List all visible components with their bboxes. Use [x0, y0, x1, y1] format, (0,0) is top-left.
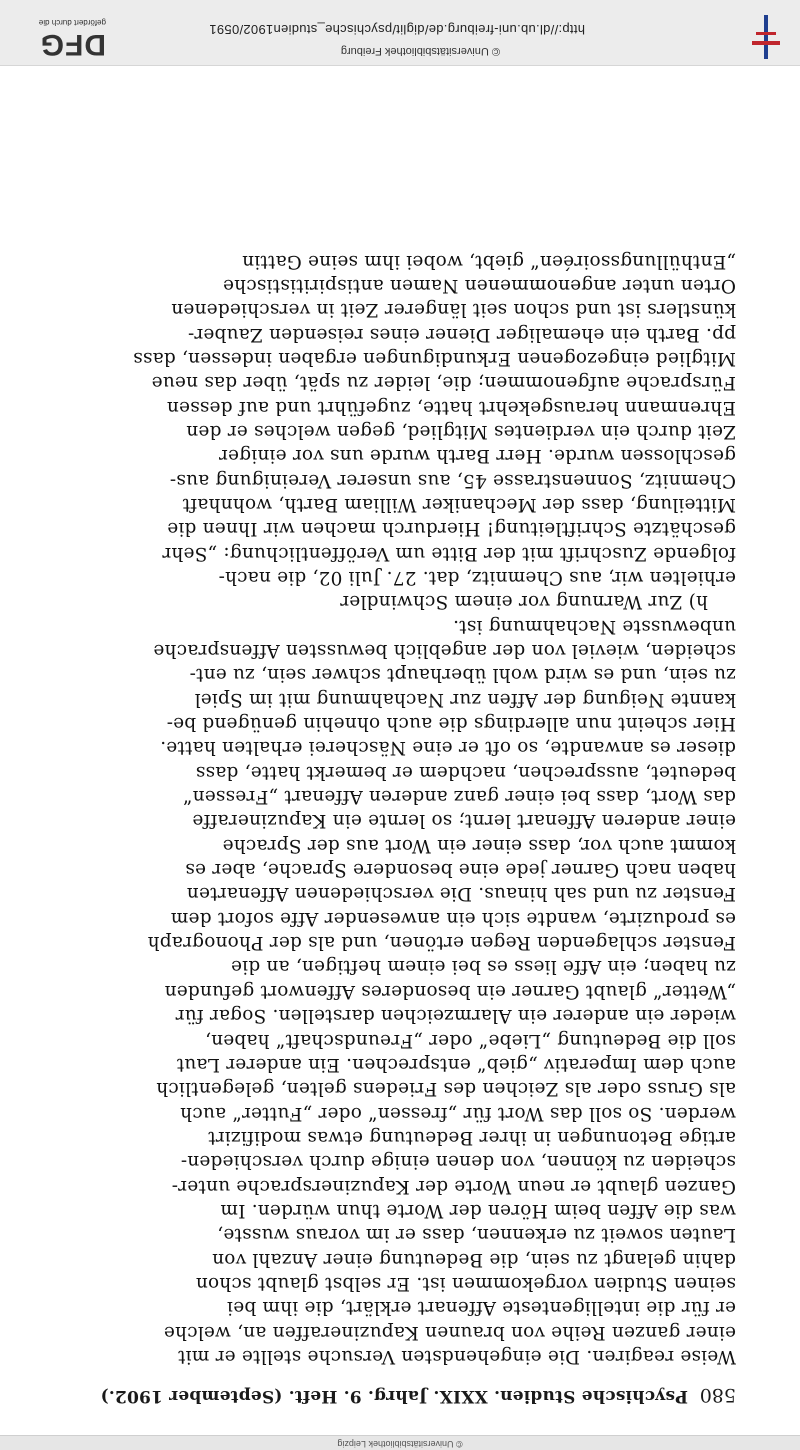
- text-line: erhielten wir, aus Chemnitz, dat. 27. Juli 02, die nach-: [218, 567, 736, 588]
- dfg-logo-caption: gefördert durch die: [38, 18, 106, 27]
- text-line: folgende Zuschrift mit der Bitte um Veröffentlichung: „Sehr: [162, 542, 736, 564]
- university-library-logo-icon: [746, 9, 786, 59]
- text-line: zu haben; ein Affe liess es bei einem heftigen, an die: [230, 956, 736, 978]
- source-url-link[interactable]: http://dl.ub.uni-freiburg.de/diglit/psychische_studien1902/0591: [209, 22, 585, 37]
- text-line: einer ganzen Reihe von braunen Kapuzineraffen an, welche: [163, 1321, 736, 1343]
- text-line: Ganzen glaubt er neun Worte der Kapuzinersprache unter-: [171, 1175, 736, 1197]
- text-line: Mitglied eingezogenen Erkundigungen ergaben indessen, dass: [133, 347, 736, 369]
- text-line: unbewusste Nachahmung ist.: [452, 615, 736, 637]
- text-line: pp. Barth ein ehemaliger Diener eines reisenden Zauber-: [187, 323, 736, 345]
- text-line: was die Affen beim Hören der Worte thun würden. Im: [220, 1199, 736, 1221]
- text-line: h) Zur Warnung vor einem Schwindler: [340, 591, 708, 613]
- text-line: das Wort, dass bei einer ganz anderen Affenart „Fressen“: [182, 786, 736, 808]
- text-line: es produzirte, wandte sich ein anwesender Affe sofort dem: [170, 907, 736, 929]
- text-line: „Enthüllungssoiréen“ giebt, wobei ihm seine Gattin: [242, 250, 736, 272]
- text-line: geschätzte Schriftleitung! Hierdurch machen wir Ihnen die: [167, 518, 736, 540]
- library-credit: © Universitätsbibliothek Leipzig: [337, 1439, 463, 1449]
- text-line: haben nach Garner jede eine besondere Sprache, aber es: [185, 859, 736, 881]
- digitization-footer: [0, 0, 800, 66]
- text-line: Fenster zu und sah hinaus. Die verschiedenen Affenarten: [186, 883, 736, 905]
- text-line: künstlers ist und schon seit längerer Zeit in verschiedenen: [171, 299, 736, 321]
- dfg-logo-mark: DFG: [39, 28, 106, 61]
- text-line: er für die intelligenteste Affenart erklärt, die ihm bei: [226, 1297, 736, 1319]
- running-header: [56, 1376, 736, 1406]
- text-line: Weise reagiren. Die eingehendsten Versuche stellte er mit: [177, 1346, 736, 1367]
- text-line: soll die Bedeutung „Liebe“ oder „Freundschaft“ haben,: [204, 1029, 736, 1051]
- text-line: dahin gelangt zu sein, die Bedeutung einer Anzahl von: [211, 1248, 736, 1270]
- text-line: Fenster schlagenden Regen ertönen, und als der Phonograph: [147, 932, 736, 954]
- text-line: Orten unter angenommenen Namen antispiritistische: [222, 274, 736, 296]
- text-line: Mitteilung, dass der Mechaniker William Barth, wohnhaft: [182, 493, 736, 515]
- text-line: artige Betonungen in ihrer Bedeutung etwas modifizirt: [207, 1126, 736, 1148]
- text-line: wieder ein anderer ein Alarmzeichen darstellen. Sogar für: [175, 1005, 736, 1027]
- text-line: auch dem Imperativ „gieb“ entsprechen. Ein anderer Laut: [176, 1053, 736, 1075]
- page-number: 580: [699, 1384, 736, 1406]
- text-line: werden. So soll das Wort für „fressen“ oder „Futter“ auch: [180, 1102, 736, 1124]
- text-line: bedeutet, aussprechen, nachdem er bemerkt hatte, dass: [195, 761, 736, 783]
- text-line: Fürsprache aufgenommen; die, leider zu spät, über das neue: [151, 372, 736, 394]
- text-line: geschlossen wurde. Herr Barth wurde uns vor einiger: [218, 445, 736, 467]
- text-line: seinen Studien vorgekommen ist. Er selbst glaubt schon: [195, 1272, 736, 1294]
- text-line: Chemnitz, Sonnenstrasse 45, aus unserer Vereinigung aus-: [169, 469, 736, 491]
- text-line: scheiden zu können, von denen einige durch verschieden-: [180, 1151, 736, 1173]
- text-line: als Gruss oder als Zeichen des Friedens gelten, gelegentlich: [156, 1078, 736, 1100]
- text-line: Hier scheint nun allerdings die auch ohnehin genügend be-: [166, 713, 736, 735]
- text-line: dieser es anwandte, so oft er eine Näscherei erhalten hatte.: [160, 737, 736, 759]
- text-line: Ehrenmann herausgekehrt hatte, zugeführt und auf dessen: [166, 396, 736, 418]
- dfg-logo: [12, 11, 106, 61]
- text-line: „Wetter“ glaubt Garner ein besonderes Affenwort gefunden: [164, 980, 736, 1002]
- text-line: Zeit durch ein verdientes Mitglied, gegen welches er den: [186, 420, 736, 442]
- running-title: Psychische Studien. XXIX. Jahrg. 9. Heft. (September 1902.): [100, 1386, 688, 1406]
- copyright-notice: © Universitätsbibliothek Freiburg: [340, 45, 500, 57]
- text-line: kannte Neigung der Affen zur Nachahmung mit im Spiel: [194, 688, 736, 710]
- library-credit-bar: [0, 1435, 800, 1450]
- text-line: Lauten soweit zu erkennen, dass er im voraus wusste,: [217, 1224, 736, 1246]
- text-line: zu sein, und es wird wohl überhaupt schwer sein, zu ent-: [189, 664, 736, 686]
- text-line: scheiden, wieviel von der angeblich bewussten Affensprache: [153, 640, 736, 662]
- text-line: kommt auch vor, dass einer ein Wort aus der Sprache: [222, 834, 736, 856]
- text-line: einer anderen Affenart lernt; so lernte ein Kapuzineraffe: [192, 810, 736, 832]
- body-text: [56, 248, 736, 1368]
